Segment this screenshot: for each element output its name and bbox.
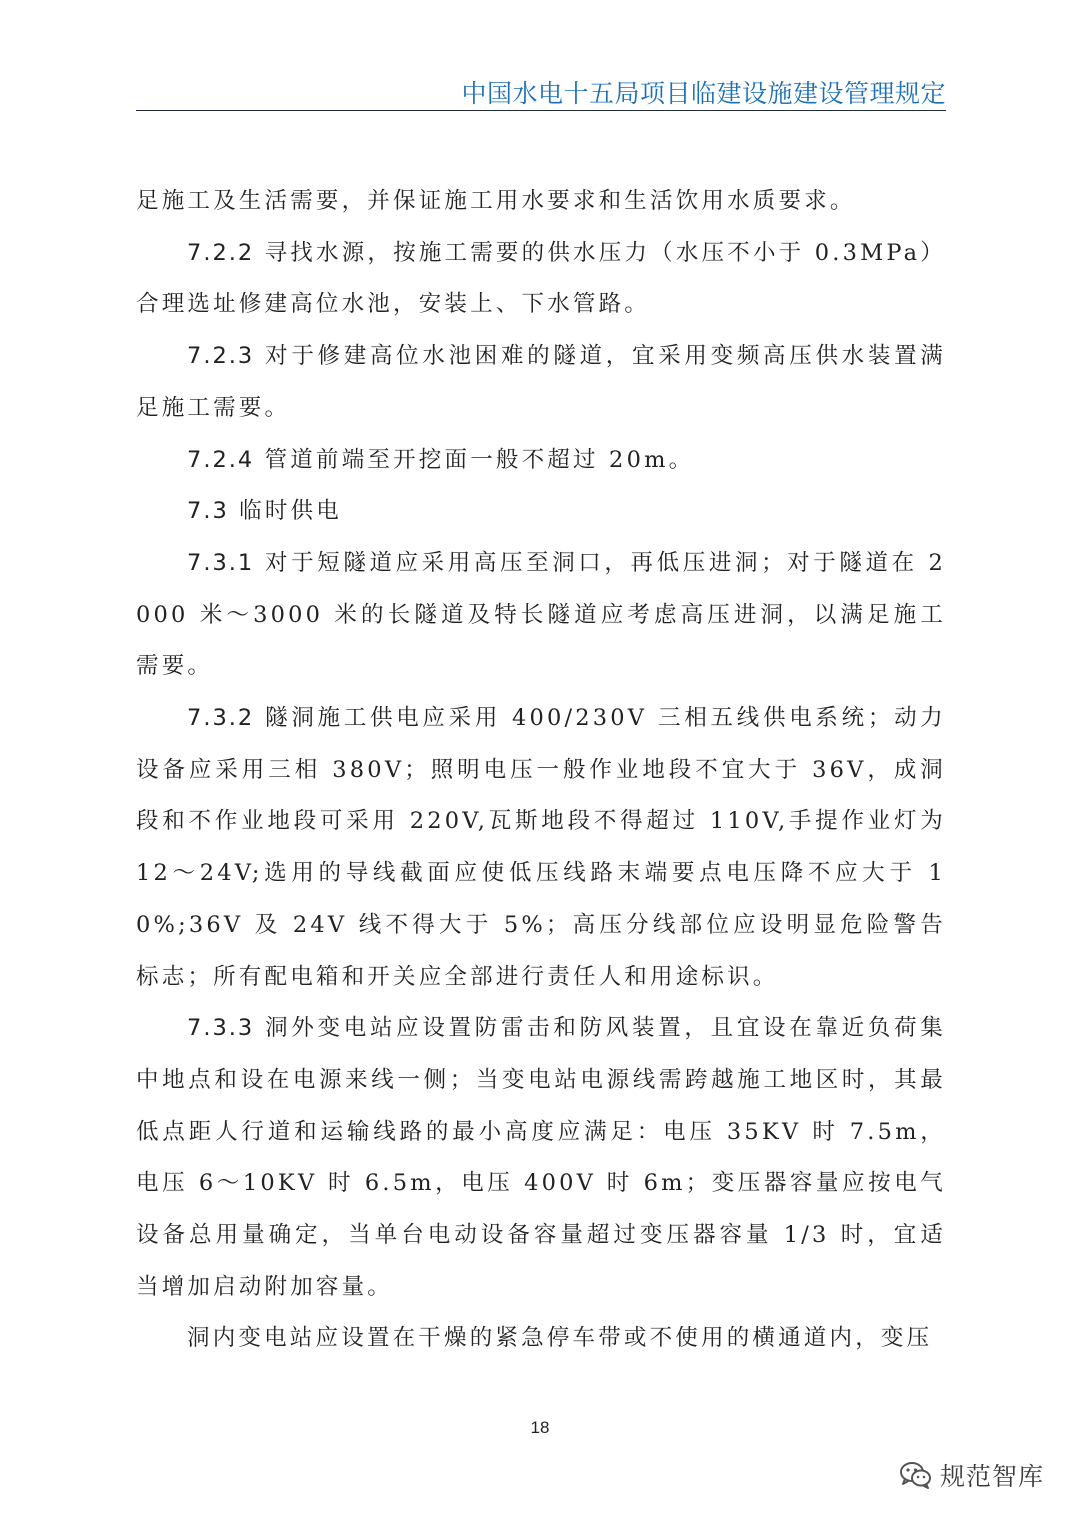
section-title: 临时供电: [239, 498, 342, 525]
clause-7-3-1: [136, 538, 946, 693]
clause-text: 寻找水源，按施工需要的供水压力（水压不小于 0.3MPa）合理选址修建高位水池，安装上、下水管路。: [136, 239, 946, 318]
header-title: 中国水电十五局项目临建设施建设管理规定: [461, 79, 946, 108]
watermark: [900, 1455, 1044, 1495]
clause-text: 管道前端至开挖面一般不超过 20m。: [264, 446, 695, 473]
clause-7-2-4: [136, 435, 946, 487]
section-number: 7.3: [187, 498, 229, 525]
clause-7-2-2: [136, 228, 946, 331]
clause-number: 7.3.1: [187, 549, 255, 576]
clause-text: 隧洞施工供电应采用 400/230V 三相五线供电系统；动力设备应采用三相 380V；照明电压一般作业地段不宜大于 36V，成洞段和不作业地段可采用 220V,瓦斯地段不得超过 110V,手提作业灯为 12～24V;选用的导线截面应使低压线路末端要点电压降不应大于 10%;36V 及 24V 线不得大于 5%；高压分线部位应设明显危险警告标志；所有配电箱和开关应全部进行责任人和用途标识。: [136, 705, 946, 990]
paragraph-text: 足施工及生活需要，并保证施工用水要求和生活饮用水质要求。: [136, 188, 856, 214]
clause-number: 7.2.3: [187, 343, 255, 370]
section-heading-7-3: [136, 486, 946, 538]
page-header: [136, 78, 946, 111]
paragraph: [136, 1313, 946, 1365]
clause-7-3-2: [136, 693, 946, 1003]
paragraph-text: 洞内变电站应设置在干燥的紧急停车带或不使用的横通道内，变压: [187, 1325, 933, 1352]
clause-text: 对于短隧道应采用高压至洞口，再低压进洞；对于隧道在 2000 米～3000 米的长隧道及特长隧道应考虑高压进洞，以满足施工需要。: [136, 549, 946, 680]
clause-number: 7.3.3: [187, 1015, 255, 1042]
watermark-text: 规范智库: [940, 1462, 1045, 1491]
clause-7-3-3: [136, 1003, 946, 1313]
clause-number: 7.3.2: [187, 705, 255, 732]
wechat-icon: [900, 1461, 932, 1489]
page-number: 18: [530, 1418, 550, 1437]
document-body: [136, 176, 946, 1365]
clause-text: 对于修建高位水池困难的隧道，宜采用变频高压供水装置满足施工需要。: [136, 343, 946, 421]
paragraph: [136, 176, 946, 228]
clause-number: 7.2.4: [187, 446, 255, 473]
clause-text: 洞外变电站应设置防雷击和防风装置，且宜设在靠近负荷集中地点和设在电源来线一侧；当变电站电源线需跨越施工地区时，其最低点距人行道和运输线路的最小高度应满足：电压 35KV 时 7.5m，电压 6～10KV 时 6.5m，电压 400V 时 6m；变压器容量应按电气设备总用量确定，当单台电动设备容量超过变压器容量 1/3 时，宜适当增加启动附加容量。: [136, 1015, 946, 1300]
clause-7-2-3: [136, 331, 946, 434]
clause-number: 7.2.2: [187, 239, 255, 266]
